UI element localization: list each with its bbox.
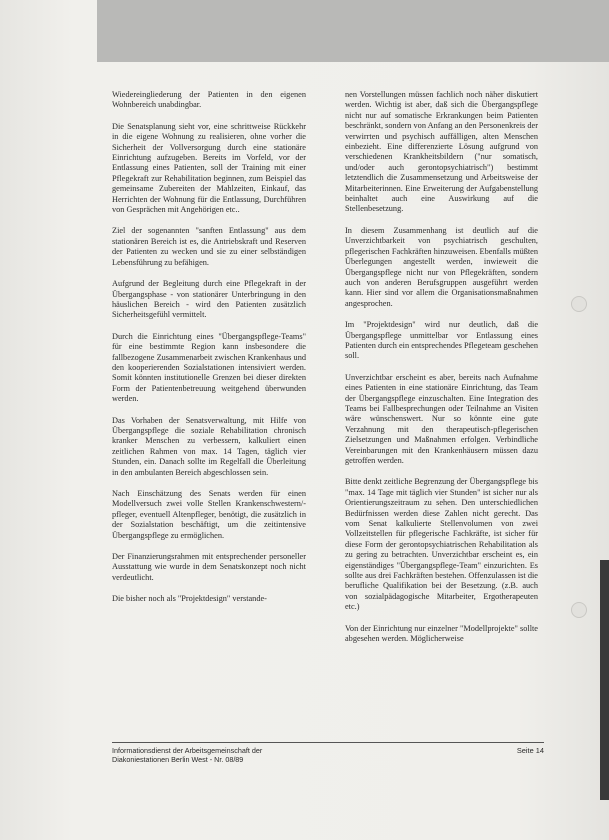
right-text-column	[345, 90, 538, 656]
left-paragraph-5: Durch die Einrichtung eines "Übergangspflege-Teams" für eine bestimmte Region kann insbesondere die fallbezogene Zusammenarbeit zwischen Krankenhaus und den kooperierenden Sozialstationen intensiviert werden. Somit könnten institutionelle Grenzen bei dieser direkten Form der Patientenbetreuung weitgehend überwunden werden.	[112, 331, 306, 404]
punch-hole-lower	[571, 602, 587, 618]
scan-top-band	[97, 0, 609, 62]
footer-publication-line-1: Informationsdienst der Arbeitsgemeinschaft der	[112, 746, 263, 755]
right-paragraph-1: nen Vorstellungen müssen fachlich noch näher diskutiert werden. Wichtig ist aber, daß sich die Übergangspflege nicht nur auf somatische Erkrankungen beim Patienten beschränkt, sondern von Anfang an den Personenkreis der verwirrten und psychisch auffälligen, alten Menschen einbezieht. Eine differenzierte Lösung aufgrund von verschiedenen Krankheitsbildern ("nur somatisch, und/oder auch gerontopsychiatrisch") bestimmt letztendlich die Zusammensetzung und Arbeitsweise der Mitarbeiterinnen. Eine Erweiterung der Aufgabenstellung beinhaltet auch eine Auswirkung auf die Stellenbesetzung.	[345, 90, 538, 214]
footer-divider	[112, 742, 544, 743]
punch-hole-upper	[571, 296, 587, 312]
left-paragraph-1: Wiedereingliederung der Patienten in den eigenen Wohnbereich unabdingbar.	[112, 90, 306, 110]
left-paragraph-7: Nach Einschätzung des Senats werden für einen Modellversuch zwei volle Stellen Krankenschwestern/-pfleger, eventuell Altenpfleger, benötigt, die zusätzlich in der Sozialstation beschäftigt, um die zeitintensive Übergangspflege zu ermöglichen.	[112, 489, 306, 540]
scan-right-edge	[600, 560, 609, 800]
right-paragraph-4: Unverzichtbar erscheint es aber, bereits nach Aufnahme eines Patienten in eine stationäre Einrichtung, das Team der Übergangspflege einzuschalten. Eine Integration des Teams bei Fallbesprechungen oder Teilnahme an Visiten wäre wünschenswert. Nur so könnte eine gute Verzahnung mit den therapeutisch-pflegerischen Zielsetzungen und Maßnahmen erfolgen. Verbindliche Vereinbarungen mit den Krankenhäusern müssen dazu getroffen werden.	[345, 372, 538, 465]
left-paragraph-8: Der Finanzierungsrahmen mit entsprechender personeller Ausstattung wie wurde in dem Senatskonzept noch nicht verdeutlicht.	[112, 552, 306, 582]
footer-publication-line-2: Diakoniestationen Berlin West - Nr. 08/89	[112, 755, 244, 764]
left-paragraph-3: Ziel der sogenannten "sanften Entlassung" aus dem stationären Bereich ist es, die Antriebskraft und Reserven der Patienten zu wecken und sie zu einer selbständigen Lebensführung zu befähigen.	[112, 226, 306, 267]
right-paragraph-6: Von der Einrichtung nur einzelner "Modellprojekte" sollte abgesehen werden. Möglicherweise	[345, 623, 538, 644]
right-paragraph-3: Im "Projektdesign" wird nur deutlich, daß die Übergangspflege unmittelbar vor Entlassung eines Patienten durch ein entsprechendes Pflegeteam geschehen soll.	[345, 320, 538, 361]
footer-publication	[112, 746, 342, 764]
left-paragraph-6: Das Vorhaben der Senatsverwaltung, mit Hilfe von Übergangspflege die soziale Rehabilitation chronisch kranker Menschen zu verbessern, kalkuliert einen zeitlichen Rahmen von max. 14 Tagen, täglich vier Stunden, ein. Danach sollte im Regelfall die Überleitung in den ambulanten Bereich abgeschlossen sein.	[112, 415, 306, 477]
left-paragraph-9: Die bisher noch als "Projektdesign" verstande-	[112, 594, 267, 604]
left-paragraph-4: Aufgrund der Begleitung durch eine Pflegekraft in der Übergangsphase - von stationärer Unterbringung in den häuslichen Bereich - wird den Patienten zusätzlich Sicherheitsgefühl vermittelt.	[112, 279, 306, 320]
right-paragraph-5: Bitte denkt zeitliche Begrenzung der Übergangspflege bis "max. 14 Tage mit täglich vier Stunden" ist sicher nur als Orientierungszeitraum zu sehen. Den unterschiedlichen Bedürfnissen werden diese Zahlen nicht gerecht. Das vom Senat kalkulierte Stellenvolumen von zwei Vollzeitstellen für pflegerische Fachkräfte, ist sicher für diese Form der gerontopsychiatrischen Rehabilitation als zu gering zu betrachten. Unverzichtbar erscheint es, ein eigenständiges "Übergangspflege-Team" einzurichten. Es sollte aus drei Fachkräften bestehen. Offenzulassen ist die berufliche Qualifikation bei der Besetzung. (z.B. auch von sozialpädagogische Mitarbeiter, Ergotherapeuten etc.)	[345, 477, 538, 612]
right-paragraph-2: In diesem Zusammenhang ist deutlich auf die Unverzichtbarkeit von psychiatrisch geschulten, pflegerischen Fachkräften hinzuweisen. Ebenfalls müßten Überlegungen angestellt werden, inwieweit die Übergangspflege nicht nur von Pflegekräften, sondern auch von anderen Berufsgruppen ausgeführt werden kann. Hier sind vor allem die Organisationsmaßnahmen angesprochen.	[345, 225, 538, 308]
left-paragraph-2: Die Senatsplanung sieht vor, eine schrittweise Rückkehr in die eigene Wohnung zu realisieren, ohne vorher die Sicherheit der Vollversorgung durch eine stationäre Einrichtung aufzugeben. Bereits im Vorfeld, vor der Entlassung eines Patienten, soll der Training mit einer Pflegekraft zur Rehabilitation beginnen, zum Beispiel das gemeinsame Zubereiten der Mahlzeiten, Einkauf, das Herrichten der Wohnung für die Entlassung, Durchführen von Gesprächen mit Angehörigen etc..	[112, 121, 306, 215]
left-text-column	[112, 90, 306, 616]
page-number: Seite 14	[516, 746, 544, 755]
